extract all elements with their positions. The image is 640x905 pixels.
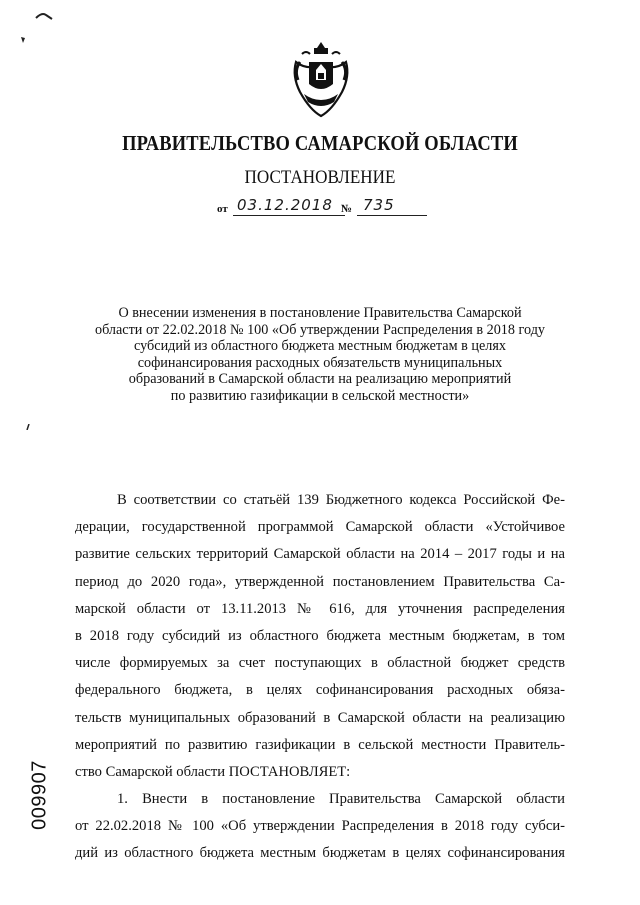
body-line: 1. Внести в постановление Правительства Самарской области — [117, 791, 565, 808]
date-number-line — [213, 196, 428, 218]
body-line: период до 2020 года», утвержденной постановлением Правительства Са- — [75, 573, 565, 590]
body-line: марской области от 13.11.2013 № 616, для уточнения распределения — [75, 600, 565, 617]
document-body — [75, 487, 565, 868]
body-line: дий из областного бюджета местным бюджетам в целях софинансирования — [75, 845, 565, 862]
date-label: от — [217, 203, 228, 215]
number-value: 735 — [363, 196, 395, 214]
side-serial-number — [28, 745, 52, 845]
body-line: мероприятий по развитию газификации в сельской местности Правитель- — [75, 736, 565, 753]
subject-line: О внесении изменения в постановление Правительства Самарской — [118, 305, 522, 321]
body-line: тельств муниципальных образований в Самарской области на реализацию — [75, 709, 565, 726]
date-value: 03.12.2018 — [237, 196, 333, 214]
subject-line: по развитию газификации в сельской местности» — [170, 387, 470, 404]
body-line: числе формируемых за счет поступающих в областной бюджет средств — [75, 655, 565, 672]
body-line: федерального бюджета, в целях софинансирования расходных обяза- — [75, 682, 565, 699]
body-line: В соответствии со статьёй 139 Бюджетного кодекса Российской Фе- — [117, 492, 565, 508]
pen-mark-icon — [34, 10, 54, 22]
date-underline — [233, 215, 345, 216]
body-line: в 2018 году субсидий из областного бюджета местным бюджетам, в том — [75, 627, 565, 644]
body-line: развитие сельских территорий Самарской области на 2014 – 2017 годы и на — [75, 546, 565, 563]
body-line: дерации, государственной программой Самарской области «Устойчивое — [75, 519, 565, 536]
subject-line: области от 22.02.2018 № 100 «Об утверждении Распределения в 2018 году — [94, 321, 546, 338]
document-type-title: ПОСТАНОВЛЕНИЕ — [244, 167, 396, 188]
subject-line: софинансирования расходных обязательств муниципальных — [137, 354, 503, 371]
ink-tick-icon — [26, 424, 30, 430]
serial-number-text: 009907 — [28, 760, 51, 830]
document-subject — [60, 305, 580, 405]
number-underline — [357, 215, 427, 216]
coat-of-arms-emblem — [290, 40, 352, 118]
body-line: от 22.02.2018 № 100 «Об утверждении Распределения в 2018 году субси- — [75, 818, 565, 835]
organization-title: ПРАВИТЕЛЬСТВО САМАРСКОЙ ОБЛАСТИ — [122, 131, 518, 155]
subject-line: образований в Самарской области на реализацию мероприятий — [128, 371, 512, 388]
body-line: ство Самарской области ПОСТАНОВЛЯЕТ: — [75, 763, 351, 780]
number-label: № — [341, 203, 353, 215]
ink-dot-icon — [20, 36, 26, 44]
subject-line: субсидий из областного бюджета местным бюджетам в целях — [134, 338, 506, 355]
